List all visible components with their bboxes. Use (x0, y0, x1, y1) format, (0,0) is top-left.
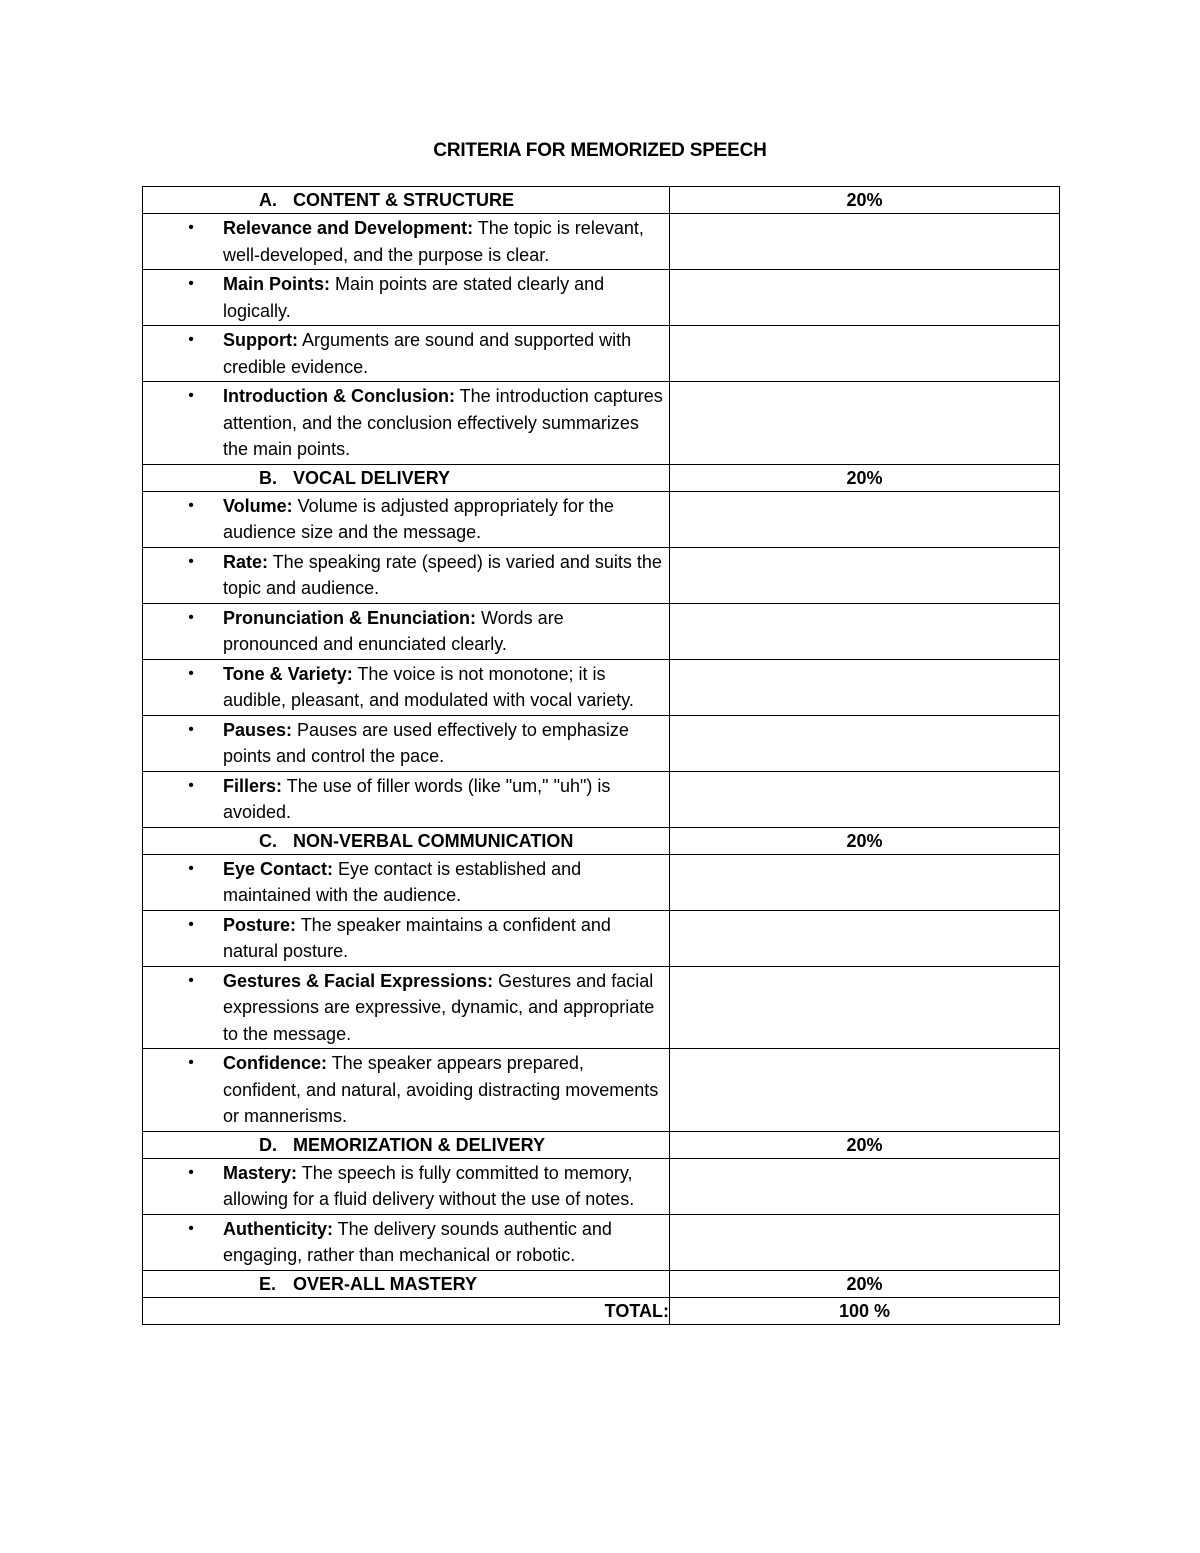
section-header-row (143, 1270, 1060, 1297)
criterion-cell (143, 771, 670, 827)
criterion-row (143, 715, 1060, 771)
criterion-text (223, 912, 663, 965)
section-title: OVER-ALL MASTERY (293, 1273, 478, 1294)
total-value: 100 % (670, 1297, 1060, 1324)
criterion-row (143, 214, 1060, 270)
score-cell[interactable] (670, 715, 1060, 771)
score-cell[interactable] (670, 1158, 1060, 1214)
score-cell[interactable] (670, 547, 1060, 603)
section-title: CONTENT & STRUCTURE (293, 190, 514, 210)
section-letter: A. (259, 190, 277, 210)
criterion-name: Relevance and Development: (223, 218, 474, 238)
criterion-item (143, 660, 669, 715)
bullet-icon: • (188, 275, 194, 292)
bullet-icon: • (188, 496, 194, 514)
criterion-row (143, 910, 1060, 966)
criterion-description: Arguments are sound and supported with credible evidence. (223, 330, 632, 377)
criterion-text (223, 773, 663, 826)
criterion-description: Main points are stated clearly and logically. (223, 274, 605, 321)
criterion-name: Eye Contact: (223, 858, 334, 879)
criterion-cell (143, 910, 670, 966)
score-cell[interactable] (670, 382, 1060, 465)
criterion-name: Gestures & Facial Expressions: (223, 970, 494, 991)
criterion-row (143, 326, 1060, 382)
section-header-row (143, 827, 1060, 854)
criterion-name: Main Points: (223, 274, 330, 294)
bullet-icon: • (188, 664, 194, 682)
criterion-row (143, 1158, 1060, 1214)
bullet-icon: • (188, 219, 194, 236)
section-label (143, 828, 669, 854)
criterion-description: The topic is relevant, well-developed, and the purpose is clear. (223, 218, 644, 265)
criterion-cell (143, 966, 670, 1049)
section-title: NON-VERBAL COMMUNICATION (293, 830, 574, 851)
criterion-name: Posture: (223, 914, 297, 935)
criterion-text (223, 1050, 663, 1130)
criterion-row (143, 382, 1060, 465)
criterion-description: The voice is not monotone; it is audible, pleasant, and modulated with vocal variety. (223, 663, 634, 710)
section-weight: 20% (670, 187, 1060, 214)
criterion-item (143, 604, 669, 659)
criterion-item (143, 911, 669, 966)
section-weight: 20% (670, 1270, 1060, 1297)
criterion-item (143, 1215, 669, 1270)
bullet-icon: • (188, 387, 194, 404)
criterion-name: Volume: (223, 495, 293, 516)
section-label (143, 187, 669, 213)
criterion-name: Introduction & Conclusion: (223, 386, 455, 406)
criterion-item (143, 716, 669, 771)
criterion-text (223, 717, 663, 770)
criterion-item (143, 492, 669, 547)
criterion-description: The speaker maintains a confident and natural posture. (223, 914, 611, 961)
total-row (143, 1297, 1060, 1324)
criterion-row (143, 1049, 1060, 1132)
criterion-cell (143, 270, 670, 326)
criterion-text (223, 327, 663, 380)
criterion-cell (143, 715, 670, 771)
bullet-icon: • (188, 552, 194, 570)
page-title: CRITERIA FOR MEMORIZED SPEECH (433, 140, 767, 161)
criterion-cell (143, 1158, 670, 1214)
bullet-icon: • (188, 331, 194, 348)
score-cell[interactable] (670, 1049, 1060, 1132)
criterion-description: The speech is fully committed to memory, allowing for a fluid delivery without the use of notes. (223, 1162, 635, 1209)
criterion-text (223, 661, 663, 714)
criterion-text (223, 856, 663, 909)
criterion-text (223, 215, 663, 268)
section-letter: C. (259, 830, 277, 851)
criterion-description: Gestures and facial expressions are expressive, dynamic, and appropriate to the message. (223, 970, 655, 1044)
criterion-text (223, 1216, 663, 1269)
criterion-cell (143, 547, 670, 603)
criterion-cell (143, 491, 670, 547)
criterion-name: Pauses: (223, 719, 293, 740)
criterion-item (143, 326, 669, 381)
bullet-icon: • (188, 608, 194, 626)
criterion-description: Pauses are used effectively to emphasize points and control the pace. (223, 719, 629, 766)
criterion-item (143, 214, 669, 269)
criteria-table-body (143, 187, 1060, 1325)
criterion-row (143, 270, 1060, 326)
criterion-description: The use of filler words (like "um," "uh") is avoided. (223, 775, 611, 822)
criterion-cell (143, 214, 670, 270)
section-header-row (143, 1131, 1060, 1158)
section-letter: B. (259, 467, 277, 488)
bullet-icon: • (188, 1054, 194, 1071)
criterion-name: Confidence: (223, 1053, 328, 1073)
criterion-description: The speaker appears prepared, confident, and natural, avoiding distracting movements or mannerisms. (223, 1053, 659, 1126)
section-header-row (143, 464, 1060, 491)
criterion-item (143, 772, 669, 827)
criterion-description: The introduction captures attention, and the conclusion effectively summarizes the main points. (223, 386, 663, 459)
total-label: TOTAL: (143, 1297, 670, 1324)
criterion-item (143, 967, 669, 1049)
criterion-item (143, 855, 669, 910)
bullet-icon: • (188, 971, 194, 989)
criterion-row (143, 603, 1060, 659)
bullet-icon: • (188, 1163, 194, 1181)
section-header-row (143, 187, 1060, 214)
criterion-cell (143, 1214, 670, 1270)
section-label (143, 1271, 669, 1297)
criterion-name: Pronunciation & Enunciation: (223, 607, 476, 628)
criterion-item (143, 382, 669, 464)
criterion-description: Eye contact is established and maintained with the audience. (223, 858, 582, 905)
criterion-name: Rate: (223, 551, 269, 572)
bullet-icon: • (188, 1219, 194, 1237)
section-weight: 20% (670, 464, 1060, 491)
section-label-cell (143, 464, 670, 491)
criterion-row (143, 1214, 1060, 1270)
score-cell[interactable] (670, 214, 1060, 270)
criterion-name: Authenticity: (223, 1218, 333, 1239)
section-label-cell (143, 1270, 670, 1297)
criterion-text (223, 968, 663, 1048)
section-label-cell (143, 1131, 670, 1158)
criterion-text (223, 605, 663, 658)
criterion-description: The speaking rate (speed) is varied and suits the topic and audience. (223, 551, 662, 598)
score-cell[interactable] (670, 270, 1060, 326)
criterion-cell (143, 603, 670, 659)
criterion-name: Mastery: (223, 1162, 298, 1183)
section-weight: 20% (670, 827, 1060, 854)
section-label (143, 1132, 669, 1158)
section-label-cell (143, 187, 670, 214)
score-cell[interactable] (670, 910, 1060, 966)
criterion-row (143, 771, 1060, 827)
criterion-cell (143, 659, 670, 715)
section-letter: E. (259, 1273, 277, 1294)
bullet-icon: • (188, 859, 194, 877)
score-cell[interactable] (670, 603, 1060, 659)
criterion-row (143, 547, 1060, 603)
criterion-item (143, 548, 669, 603)
criterion-description: Words are pronounced and enunciated clearly. (223, 607, 564, 654)
section-label-cell (143, 827, 670, 854)
bullet-icon: • (188, 720, 194, 738)
criterion-item (143, 1049, 669, 1131)
score-cell[interactable] (670, 491, 1060, 547)
bullet-icon: • (188, 915, 194, 933)
section-letter: D. (259, 1134, 277, 1155)
criterion-text (223, 1160, 663, 1213)
score-cell[interactable] (670, 966, 1060, 1049)
bullet-icon: • (188, 776, 194, 794)
section-label (143, 465, 669, 491)
criterion-row (143, 854, 1060, 910)
score-cell[interactable] (670, 1214, 1060, 1270)
criteria-table (142, 186, 1060, 1325)
criterion-description: The delivery sounds authentic and engaging, rather than mechanical or robotic. (223, 1218, 612, 1265)
score-cell[interactable] (670, 326, 1060, 382)
criterion-cell (143, 1049, 670, 1132)
criterion-description: Volume is adjusted appropriately for the audience size and the message. (223, 495, 614, 542)
section-title: MEMORIZATION & DELIVERY (293, 1134, 545, 1155)
score-cell[interactable] (670, 854, 1060, 910)
criterion-item (143, 270, 669, 325)
criterion-text (223, 493, 663, 546)
criterion-text (223, 383, 663, 463)
criterion-text (223, 271, 663, 324)
score-cell[interactable] (670, 771, 1060, 827)
criterion-name: Tone & Variety: (223, 663, 353, 684)
score-cell[interactable] (670, 659, 1060, 715)
criterion-row (143, 659, 1060, 715)
criterion-row (143, 966, 1060, 1049)
criterion-row (143, 491, 1060, 547)
criterion-text (223, 549, 663, 602)
criterion-item (143, 1159, 669, 1214)
criterion-cell (143, 326, 670, 382)
criterion-name: Support: (223, 330, 298, 350)
criterion-name: Fillers: (223, 775, 283, 796)
criterion-cell (143, 382, 670, 465)
section-weight: 20% (670, 1131, 1060, 1158)
section-title: VOCAL DELIVERY (293, 467, 451, 488)
criterion-cell (143, 854, 670, 910)
